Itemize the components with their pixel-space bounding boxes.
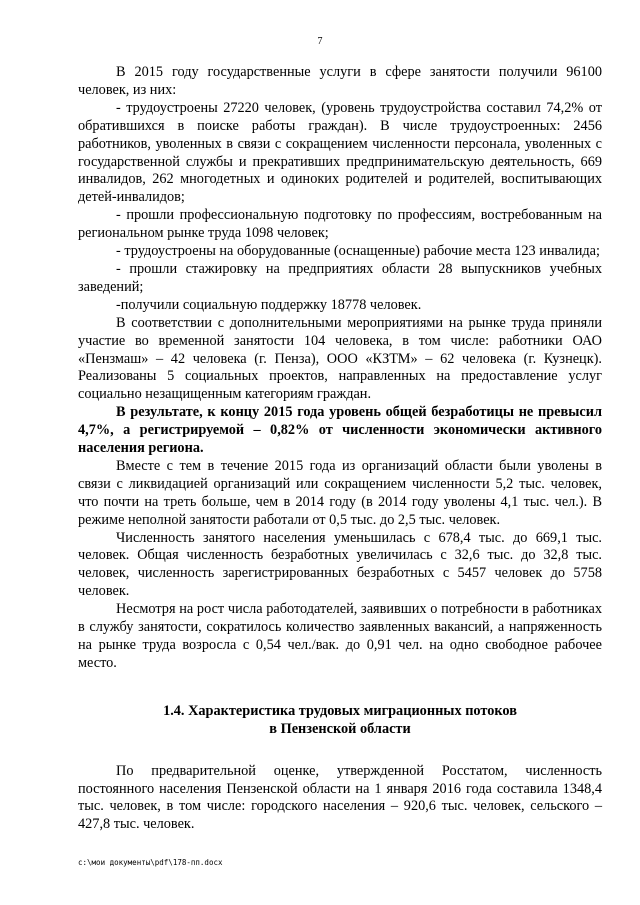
paragraph-employment-numbers: Численность занятого населения уменьшилась с 678,4 тыс. до 669,1 тыс. человек. Общая численность безработных увеличилась с 32,6 тыс. до 32,8 тыс. человек, численность зарегистрированных безработных с 5457 человек до 5758 человек. [78, 529, 602, 600]
document-body [78, 64, 602, 834]
paragraph-training: - прошли профессиональную подготовку по профессиям, востребованным на региональном рынке труда 1098 человек; [78, 207, 602, 242]
paragraph-population: По предварительной оценке, утвержденной Росстатом, численность постоянного населения Пензенской области на 1 января 2016 года составила 1348,4 тыс. человек, в том числе: городского населения – 920,6 тыс. человек, сельского – 427,8 тыс. человек. [78, 762, 602, 833]
paragraph-social-support: -получили социальную поддержку 18778 человек. [116, 296, 422, 313]
page-number: 7 [317, 36, 323, 47]
section-heading-line1: 1.4. Характеристика трудовых миграционных потоков [163, 702, 517, 719]
section-heading-line2: в Пензенской области [269, 720, 411, 737]
paragraph-labor-tension: Несмотря на рост числа работодателей, заявивших о потребности в работниках в службу занятости, сократилось количество заявленных вакансий, а напряженность на рынке труда возросла с 0,54 чел./вак. до 0,91 чел. на одно свободное рабочее место. [78, 601, 602, 671]
footer-file-path: c:\мои документы\pdf\178-пп.docx [78, 858, 223, 867]
paragraph-dismissals: Вместе с тем в течение 2015 года из организаций области были уволены в связи с ликвидацией организаций или сокращением численности 5,2 тыс. человек, что почти на треть больше, чем в 2014 году (в 2014 году уволены 4,1 тыс. чел.). В режиме неполной занятости работали от 0,5 тыс. до 2,5 тыс. человек. [78, 457, 602, 528]
paragraph-internship: - прошли стажировку на предприятиях области 28 выпускников учебных заведений; [78, 260, 602, 295]
paragraph-disabled-jobs: - трудоустроены на оборудованные (оснащенные) рабочие места 123 инвалида; [116, 243, 600, 260]
paragraph-unemployment-result: В результате, к концу 2015 года уровень общей безработицы не превысил 4,7%, а регистрируемой – 0,82% от численности экономически активного населения региона. [78, 404, 602, 457]
paragraph-temporary-employment: В соответствии с дополнительными мероприятиями на рынке труда приняли участие во временной занятости 104 человека, в том числе: работники ОАО «Пензмаш» – 42 человека (г. Пенза), ООО «КЗТМ» – 62 человека (г. Кузнецк). Реализованы 5 социальных проектов, направленных на предоставление услуг социально незащищенным категориям граждан. [78, 314, 602, 403]
paragraph-employed: - трудоустроены 27220 человек, (уровень трудоустройства составил 74,2% от обратившихся в поиске работы граждан). В числе трудоустроенных: 2456 работников, уволенных в связи с сокращением численности персонала, уволенных с государственной службы и прекративших предпринимательскую деятельность, 669 инвалидов, 262 многодетных и одиноких родителей и родителей, воспитывающих детей-инвалидов; [78, 99, 602, 206]
paragraph-services-intro: В 2015 году государственные услуги в сфере занятости получили 96100 человек, из них: [78, 64, 602, 98]
section-heading [78, 703, 602, 739]
